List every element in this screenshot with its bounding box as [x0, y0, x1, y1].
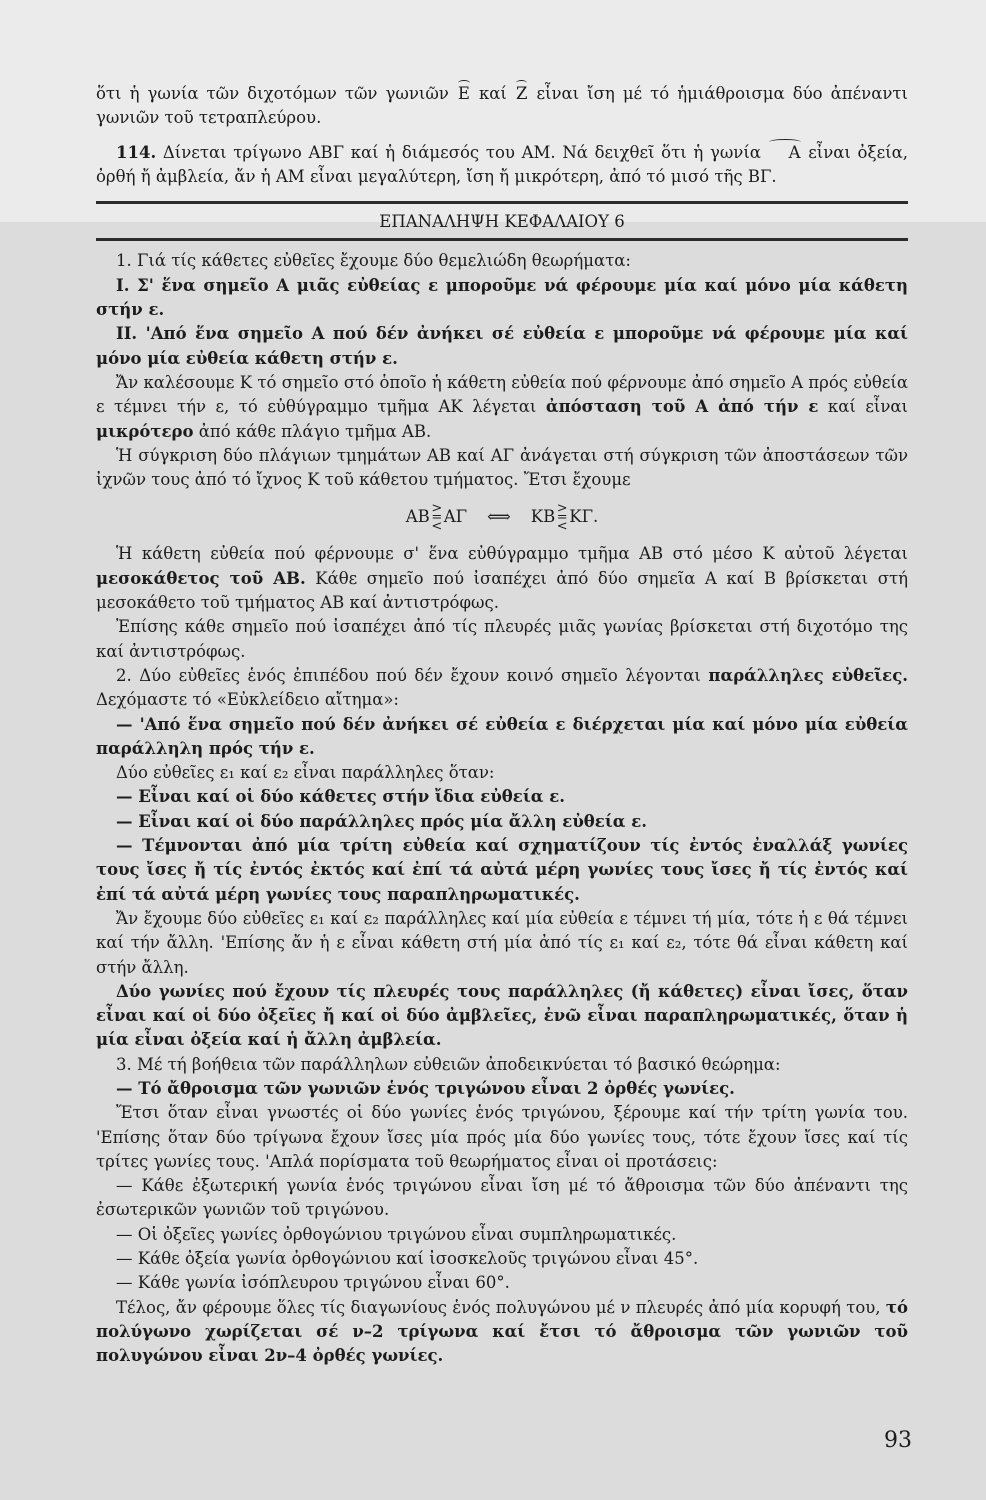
text-run: καί [470, 84, 515, 103]
compare-symbol: > = < [556, 501, 568, 535]
text-run: Δεχόμαστε τό «Εὐκλείδειο αἴτημα»: [96, 690, 399, 710]
section-2-intro [96, 664, 908, 713]
exercise-114 [96, 141, 908, 190]
text-run: εἶναι ἴση μέ τό ἡμιάθροισμα δύο ἀπέναντι γωνιῶν τοῦ τετραπλεύρου. [96, 84, 908, 128]
term-parallel: παράλληλες εὐθεῖες. [708, 665, 908, 685]
text-run: 2. Δύο εὐθεῖες ἑνός ἐπιπέδου πού δέν ἔχουν κοινό σημεῖο λέγονται [116, 665, 709, 685]
iff-arrow: ⟺ [487, 507, 511, 527]
euclid-axiom: — 'Από ἕνα σημεῖο πού δέν ἀνήκει σέ εὐθεία ε διέρχεται μία καί μόνο μία εὐθεία παράλληλη πρός τήν ε. [96, 714, 908, 758]
formula-kg: ΚΓ. [569, 507, 599, 527]
section-3-intro: 3. Μέ τή βοήθεια τῶν παράλληλων εὐθειῶν ἀποδεικνύεται τό βασικό θεώρημα: [116, 1054, 781, 1074]
text-column [96, 82, 908, 1369]
parallel-condition: — Τέμνονται ἀπό μία τρίτη εὐθεία καί σχηματίζουν τίς ἐντός ἐναλλάξ γωνίες τους ἴσες ἤ τίς ἐντός ἐκτός καί ἐπί τά αὐτά μέρη γωνίες τους ἴσες ἤ τίς ἐντός καί ἐπί τά αὐτά μέρη γωνίες τους παραπληρωματικές. [96, 836, 908, 904]
formula-kb: ΚΒ [530, 507, 556, 527]
term-smaller: μικρότερο [96, 421, 194, 441]
polygon-paragraph [96, 1296, 908, 1369]
angle-e-symbol: E [457, 82, 471, 106]
text-run: εἶναι ὀξεία, ὀρθή ἤ ἀμβλεία, ἄν ἡ ΑΜ εἶναι μεγαλύτερη, ἴση ἤ μικρότερη, ἀπό τό μισό τῆς ΒΓ. [96, 142, 908, 186]
page-number: 93 [884, 1428, 912, 1453]
text-run: Ἡ κάθετη εὐθεία πού φέρνουμε σ' ἕνα εὐθύγραμμο τμῆμα ΑΒ στό μέσο Κ αὐτοῦ λέγεται [116, 544, 908, 564]
section-rule-top [96, 201, 908, 204]
angle-sum-theorem: — Τό ἄθροισμα τῶν γωνιῶν ἑνός τριγώνου εἶναι 2 ὀρθές γωνίες. [116, 1078, 735, 1098]
comparison-paragraph: Ἡ σύγκριση δύο πλάγιων τμημάτων ΑΒ καί ΑΓ ἀνάγεται στή σύγκριση τῶν ἀποστάσεων τῶν ἰχνῶν τους ἀπό τό ἴχνος Κ τοῦ κάθετου τμήματος. Ἔτσι ἔχουμε [96, 445, 908, 490]
term-bisector: μεσοκάθετος τοῦ ΑΒ. [96, 568, 306, 588]
parallel-conditions-intro: Δύο εὐθεῖες ε₁ καί ε₂ εἶναι παράλληλες ὅταν: [116, 763, 495, 783]
text-run: Δίνεται τρίγωνο ΑΒΓ καί ἡ διάμεσός του ΑΜ. Νά δειχθεῖ ὅτι ἡ γωνία [156, 142, 768, 162]
carryover-paragraph [96, 82, 908, 131]
section-heading: ΕΠΑΝΑΛΗΨΗ ΚΕΦΑΛΑΙΟΥ 6 [379, 212, 625, 232]
text-run: Κάθε σημεῖο πού ἰσαπέχει ἀπό δύο σημεῖα Α καί Β βρίσκεται στή μεσοκάθετο τοῦ τμήματος ΑΒ καί ἀντιστρόφως. [96, 568, 908, 613]
corollary: — Κάθε ὀξεία γωνία ὀρθογώνιου καί ἰσοσκελοῦς τριγώνου εἶναι 45°. [116, 1249, 699, 1269]
section-rule-bottom [96, 238, 908, 241]
theorem-1: I. Σ' ἕνα σημεῖο Α μιᾶς εὐθείας ε μποροῦμε νά φέρουμε μία καί μόνο μία κάθετη στήν ε. [96, 275, 908, 320]
corollaries-paragraph: Ἔτσι ὅταν εἶναι γνωστές οἱ δύο γωνίες ἑνός τριγώνου, ξέρουμε καί τήν τρίτη γωνία του. 'Επίσης ὅταν δύο τρίγωνα ἔχουν ἴσες μία πρός μία δύο γωνίες τους, τότε ἔχουν ἴσες καί τίς τρίτες γωνίες τους. 'Απλά πορίσματα τοῦ θεωρήματος εἶναι οἱ προτάσεις: [96, 1103, 908, 1171]
formula-ag: ΑΓ [443, 507, 468, 527]
corollary: — Κάθε ἐξωτερική γωνία ἑνός τριγώνου εἶναι ἴση μέ τό ἄθροισμα τῶν δύο ἀπέναντι της ἐσωτερικῶν γωνιῶν τοῦ τριγώνου. [96, 1176, 908, 1220]
theorem-2: II. 'Από ἕνα σημεῖο Α πού δέν ἀνήκει σέ εὐθεία ε μποροῦμε νά φέρουμε μία καί μόνο μία εὐθεία κάθετη στήν ε. [96, 324, 908, 368]
section-1-intro: 1. Γιά τίς κάθετες εὐθεῖες ἔχουμε δύο θεμελιώδη θεωρήματα: [116, 251, 631, 271]
perpendicular-bisector-paragraph [96, 542, 908, 615]
comparison-formula [96, 501, 908, 535]
compare-symbol: > = < [431, 501, 443, 535]
angle-a-symbol: A [768, 141, 802, 165]
polygon-angle-sum: τό πολύγωνο χωρίζεται σέ ν–2 τρίγωνα καί ἔτσι τό ἄθροισμα τῶν γωνιῶν τοῦ πολυγώνου εἶναι 2ν–4 ὀρθές γωνίες. [96, 1297, 908, 1366]
parallel-sides-paragraph: Δύο γωνίες πού ἔχουν τίς πλευρές τους παράλληλες (ἤ κάθετες) εἶναι ἴσες, ὅταν εἶναι καί οἱ δύο ὀξεῖες ἤ καί οἱ δύο ἀμβλεῖες, ἐνῶ εἶναι παραπληρωματικές, ὅταν ἡ μία εἶναι ὀξεία καί ἡ ἄλλη ἀμβλεία. [96, 981, 908, 1050]
text-run: Ἄν καλέσουμε Κ τό σημεῖο στό ὁποῖο ἡ κάθετη εὐθεία πού φέρνουμε ἀπό σημεῖο Α πρός εὐθεία ε τέμνει τήν ε, τό εὐθύγραμμο τμῆμα ΑΚ λέγεται [96, 372, 908, 417]
parallel-condition: — Εἶναι καί οἱ δύο κάθετες στήν ἴδια εὐθεία ε. [116, 787, 566, 807]
angle-z-symbol: Z [515, 82, 528, 106]
distance-paragraph [96, 371, 908, 444]
parallel-condition: — Εἶναι καί οἱ δύο παράλληλες πρός μία ἄλλη εὐθεία ε. [116, 811, 648, 831]
angle-bisector-paragraph: Ἐπίσης κάθε σημεῖο πού ἰσαπέχει ἀπό τίς πλευρές μιᾶς γωνίας βρίσκεται στή διχοτόμο της καί ἀντιστρόφως. [96, 617, 908, 661]
corollary: — Οἱ ὀξεῖες γωνίες ὀρθογώνιου τριγώνου εἶναι συμπληρωματικές. [116, 1224, 677, 1244]
text-run: καί εἶναι [818, 397, 908, 417]
text-run: ἀπό κάθε πλάγιο τμῆμα ΑΒ. [193, 421, 432, 441]
formula-ab: ΑΒ [405, 507, 430, 527]
transversal-paragraph: Ἄν ἔχουμε δύο εὐθεῖες ε₁ καί ε₂ παράλληλες καί μία εὐθεία ε τέμνει τή μία, τότε ἡ ε θά τέμνει καί τήν ἄλλη. 'Επίσης ἄν ἡ ε εἶναι κάθετη στή μία ἀπό τίς ε₁ καί ε₂, τότε θά εἶναι κάθετη καί στήν ἄλλη. [96, 908, 908, 977]
corollary: — Κάθε γωνία ἰσόπλευρου τριγώνου εἶναι 60°. [116, 1273, 510, 1293]
exercise-number: 114. [116, 142, 157, 162]
term-distance: ἀπόσταση τοῦ Α ἀπό τήν ε [545, 397, 819, 417]
text-run: ὅτι ἡ γωνία τῶν διχοτόμων τῶν γωνιῶν [96, 84, 457, 103]
text-run: Τέλος, ἄν φέρουμε ὅλες τίς διαγωνίους ἑνός πολυγώνου μέ ν πλευρές ἀπό μία κορυφή του, [116, 1297, 886, 1317]
